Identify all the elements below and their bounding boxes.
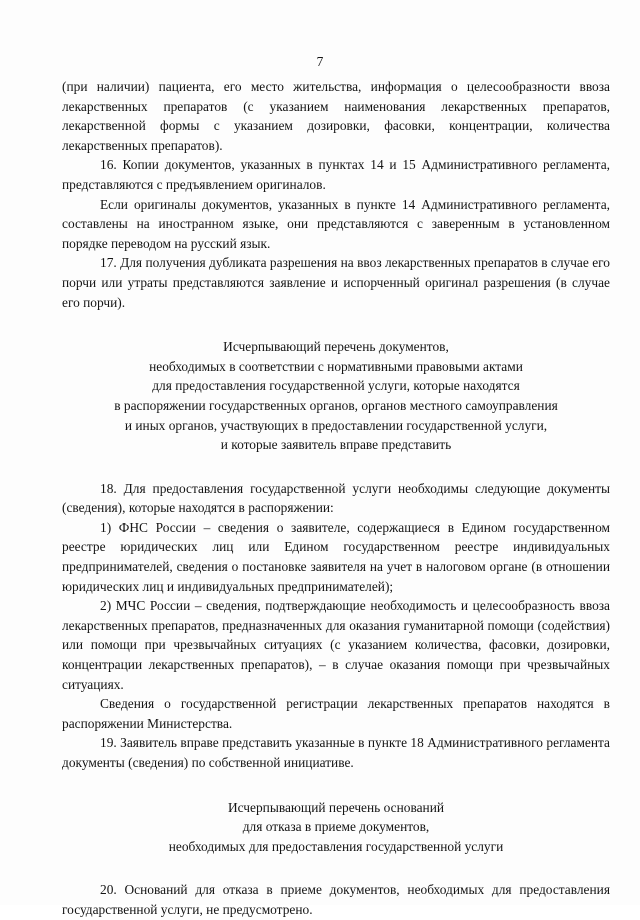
paragraph-originals-foreign: Если оригиналы документов, указанных в пункте 14 Административного регламента, составлены на иностранном языке, они представляются с заверенным в установленном порядке переводом на русский язык. — [62, 196, 610, 251]
paragraph-17: 17. Для получения дубликата разрешения на ввоз лекарственных препаратов в случае его порчи или утраты представляются заявление и испорченный оригинал разрешения (в случае его порчи). — [62, 255, 610, 310]
section-gap — [62, 455, 610, 479]
section-heading-documents — [62, 337, 610, 455]
heading-line: Исчерпывающий перечень оснований — [227, 799, 445, 815]
paragraph-16: 16. Копии документов, указанных в пунктах 14 и 15 Административного регламента, представляются с предъявлением оригиналов. — [62, 157, 610, 192]
heading-line: необходимых в соответствии с нормативными правовыми актами — [149, 358, 523, 374]
paragraph-registration: Сведения о государственной регистрации лекарственных препаратов находятся в распоряжении Министерства. — [62, 696, 610, 731]
heading-line: Исчерпывающий перечень документов, — [223, 339, 449, 355]
section-gap — [62, 773, 610, 798]
heading-line: для предоставления государственной услуги, которые находятся — [152, 378, 520, 394]
section-gap — [62, 856, 610, 880]
heading-line: необходимых для предоставления государственной услуги — [168, 838, 504, 854]
heading-line: и иных органов, участвующих в предоставлении государственной услуги, — [124, 417, 548, 433]
heading-line: в распоряжении государственных органов, органов местного самоуправления — [114, 397, 558, 413]
paragraph-20: 20. Оснований для отказа в приеме документов, необходимых для предоставления государственной услуги, не предусмотрено. — [62, 882, 610, 917]
page-number: 7 — [316, 54, 324, 69]
paragraph-patient-info: (при наличии) пациента, его место жительства, информация о целесообразности ввоза лекарственных препаратов (с указанием наименования лекарственных препаратов, лекарственной формы с указанием дозировки, фасовки, концентрации, количества лекарственных препаратов). — [62, 79, 610, 153]
heading-line: для отказа в приеме документов, — [242, 819, 430, 835]
paragraph-19: 19. Заявитель вправе представить указанные в пункте 18 Административного регламента документы (сведения) по собственной инициативе. — [62, 735, 610, 770]
heading-line: и которые заявитель вправе представить — [220, 437, 452, 453]
list-item-fns: 1) ФНС России – сведения о заявителе, содержащиеся в Едином государственном реестре юридических лиц или Едином государственном реестре индивидуальных предпринимателей, сведения о постановке заявителя на учет в налоговом органе (в отношении юридических лиц и индивидуальных предпринимателей); — [62, 519, 610, 594]
section-gap — [62, 312, 610, 337]
document-body — [62, 77, 610, 920]
paragraph-18: 18. Для предоставления государственной услуги необходимы следующие документы (сведения), которые находятся в распоряжении: — [62, 480, 610, 516]
list-item-mchs: 2) МЧС России – сведения, подтверждающие необходимость и целесообразность ввоза лекарственных препаратов, предназначенных для оказания гуманитарной помощи (содействия) или помощи при чрезвычайных ситуациях (с указанием количества, фасовки, дозировки, концентрации лекарственных препаратов), – в случае оказания помощи при чрезвычайных ситуациях. — [62, 598, 610, 692]
section-heading-refusal — [62, 798, 610, 857]
